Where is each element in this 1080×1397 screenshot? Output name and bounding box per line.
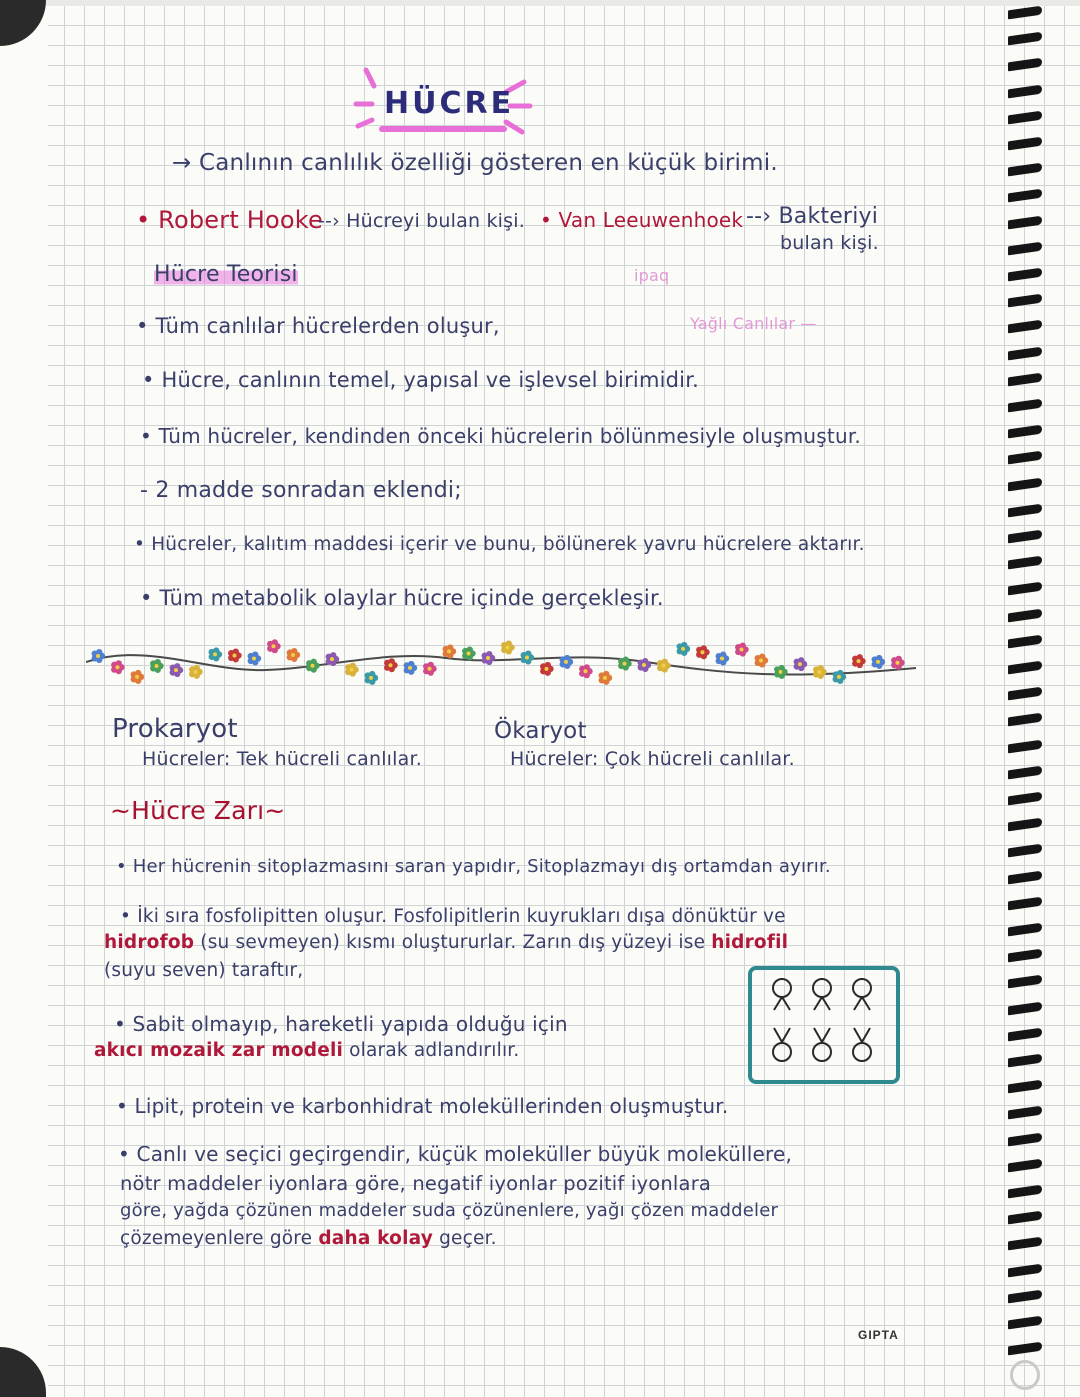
flower-doodle: [774, 665, 788, 679]
spiral-hole: [1008, 661, 1042, 675]
flower-doodle: [852, 654, 866, 668]
flower-doodle: [131, 670, 145, 684]
spiral-binding: [1008, 8, 1042, 1378]
spiral-hole: [1008, 346, 1042, 360]
spiral-hole: [1008, 844, 1042, 858]
flower-doodle: [872, 655, 886, 669]
flower-doodle: [189, 665, 203, 679]
zar-item-3-line1: • Sabit olmayıp, hareketli yapıda olduğu için: [114, 1012, 568, 1036]
spiral-hole: [1008, 1263, 1042, 1277]
spiral-hole: [1008, 110, 1042, 124]
spiral-hole: [1008, 1289, 1042, 1303]
spiral-hole: [1008, 713, 1042, 727]
faint-note-1: ipaq: [634, 266, 670, 285]
faint-note-2: Yağlı Canlılar —: [690, 314, 817, 333]
flower-doodle: [638, 658, 652, 672]
spiral-hole: [1008, 530, 1042, 544]
spiral-hole: [1008, 84, 1042, 98]
hooke-name: • Robert Hooke: [136, 206, 323, 234]
spiral-hole: [1008, 163, 1042, 177]
hydrophobic-explanation: (su sevmeyen) kısmı oluştururlar. Zarın dış yüzeyi ise: [194, 932, 712, 953]
spiral-hole: [1008, 372, 1042, 386]
flower-doodle: [365, 671, 379, 685]
okaryot-title: Ökaryot: [494, 718, 587, 744]
top-edge: [0, 0, 1080, 6]
flower-doodle: [657, 659, 671, 673]
spiral-hole: [1008, 582, 1042, 596]
spiral-hole: [1008, 1080, 1042, 1094]
spiral-hole: [1008, 818, 1042, 832]
zar-item-5-line2: nötr maddeler iyonlara göre, negatif iyonlar pozitif iyonlara: [120, 1172, 712, 1195]
flower-doodle: [891, 656, 905, 670]
easier-term: daha kolay: [318, 1228, 434, 1249]
spiral-hole: [1008, 1054, 1042, 1068]
spiral-hole: [1008, 425, 1042, 439]
flower-doodle: [423, 662, 437, 676]
spiral-hole: [1008, 294, 1042, 308]
flower-doodle: [111, 660, 125, 674]
prokaryot-title: Prokaryot: [112, 714, 238, 744]
spiral-hole: [1008, 241, 1042, 255]
cell-definition: → Canlının canlılık özelliği gösteren en küçük birimi.: [172, 150, 778, 176]
spiral-hole: [1008, 608, 1042, 622]
flower-doodle: [345, 663, 359, 677]
spiral-hole: [1008, 1106, 1042, 1120]
flower-doodle: [579, 664, 593, 678]
flower-doodle: [404, 661, 418, 675]
phospholipid-figure: [773, 979, 791, 1061]
spiral-hole: [1008, 1237, 1042, 1251]
spiral-hole: [1008, 1027, 1042, 1041]
theory-item: • Tüm hücreler, kendinden önceki hücrelerin bölünmesiyle oluşmuştur.: [140, 424, 861, 448]
flower-doodle: [267, 639, 281, 653]
flower-doodle: [540, 662, 554, 676]
flower-doodle: [228, 648, 242, 662]
flower-doodle: [326, 652, 340, 666]
flower-doodle: [209, 647, 223, 661]
spiral-hole: [1008, 58, 1042, 72]
phospholipid-figure: [813, 979, 831, 1061]
spiral-hole: [1008, 1342, 1042, 1356]
spiral-hole: [1008, 765, 1042, 779]
flower-doodle: [501, 640, 515, 654]
flower-doodle: [384, 658, 398, 672]
page-title: HÜCRE: [384, 86, 515, 121]
phospholipid-drawing-box: [748, 966, 900, 1084]
zar-item-1: • Her hücrenin sitoplazmasını saran yapıdır, Sitoplazmayı dış ortamdan ayırır.: [116, 856, 831, 877]
flower-doodle: [482, 651, 496, 665]
hooke-text: --› Hücreyi bulan kişi.: [318, 210, 525, 232]
flower-doodle: [735, 643, 749, 657]
spiral-hole: [1008, 399, 1042, 413]
spiral-hole: [1008, 189, 1042, 203]
flower-doodle: [521, 650, 535, 664]
zar-item-5-line4-end: geçer.: [433, 1228, 497, 1249]
flower-doodle: [306, 659, 320, 673]
spiral-hole: [1008, 975, 1042, 989]
spiral-hole: [1008, 556, 1042, 570]
zar-item-4: • Lipit, protein ve karbonhidrat moleküllerinden oluşmuştur.: [116, 1094, 729, 1118]
flower-garland-divider: [86, 632, 916, 702]
spiral-hole: [1008, 215, 1042, 229]
theory-heading: Hücre Teorisi: [154, 262, 298, 287]
spiral-hole: [1008, 1185, 1042, 1199]
theory-item: • Hücre, canlının temel, yapısal ve işlevsel birimidir.: [142, 368, 699, 392]
flower-doodle: [813, 665, 827, 679]
phospholipid-figure: [853, 979, 871, 1061]
zar-item-5-line1: • Canlı ve seçici geçirgendir, küçük moleküller büyük moleküllere,: [118, 1142, 793, 1166]
flower-doodle: [696, 645, 710, 659]
zar-item-5-line4-start: çözemeyenlere göre: [120, 1228, 319, 1249]
flower-doodle: [462, 646, 476, 660]
okaryot-desc: Hücreler: Çok hücreli canlılar.: [510, 748, 795, 770]
spiral-hole: [1008, 1001, 1042, 1015]
zar-item-2-line2: [104, 932, 788, 953]
title-sparkle-left: [330, 64, 380, 144]
spiral-hole: [1008, 634, 1042, 648]
spiral-hole: [1008, 739, 1042, 753]
flower-doodle: [443, 644, 457, 658]
spiral-hole: [1008, 32, 1042, 46]
flower-doodle: [92, 649, 106, 663]
spiral-hole: [1008, 268, 1042, 282]
flower-doodle: [170, 663, 184, 677]
spiral-hole: [1008, 1211, 1042, 1225]
flower-doodle: [618, 657, 632, 671]
title-underline: [378, 122, 508, 136]
prokaryot-desc: Hücreler: Tek hücreli canlılar.: [142, 748, 422, 770]
notebook-brand: GIPTA: [858, 1328, 899, 1342]
phospholipid-sketch: [752, 970, 896, 1080]
spiral-hole: [1008, 503, 1042, 517]
spiral-hole: [1008, 1158, 1042, 1172]
flower-doodle: [833, 670, 847, 684]
flower-doodle: [755, 654, 769, 668]
zar-item-2-line1: • İki sıra fosfolipitten oluşur. Fosfolipitlerin kuyrukları dışa dönüktür ve: [120, 906, 786, 927]
theory-item: • Tüm metabolik olaylar hücre içinde gerçekleşir.: [140, 586, 664, 610]
flower-doodle: [150, 659, 164, 673]
left-margin: [0, 0, 48, 1397]
flower-doodle: [794, 657, 808, 671]
theory-item: • Hücreler, kalıtım maddesi içerir ve bunu, bölünerek yavru hücrelere aktarır.: [134, 534, 865, 555]
leeuwenhoek-name: • Van Leeuwenhoek: [540, 208, 744, 232]
spiral-hole: [1008, 896, 1042, 910]
flower-doodle: [677, 642, 691, 656]
zar-heading: ~Hücre Zarı~: [110, 796, 286, 825]
theory-item: - 2 madde sonradan eklendi;: [140, 478, 462, 503]
spiral-hole: [1008, 870, 1042, 884]
zar-item-3-line2: [94, 1040, 519, 1061]
spiral-hole: [1008, 792, 1042, 806]
spiral-hole: [1008, 320, 1042, 334]
spiral-hole: [1008, 137, 1042, 151]
flower-doodle: [599, 671, 613, 685]
zar-item-2-line3: (suyu seven) taraftır,: [104, 960, 304, 981]
flower-doodle: [287, 648, 301, 662]
zar-item-5-line3: göre, yağda çözünen maddeler suda çözünenlere, yağı çözen maddeler: [120, 1200, 779, 1221]
spiral-hole: [1008, 477, 1042, 491]
fluid-mosaic-term: akıcı mozaik zar modeli: [94, 1040, 344, 1061]
spiral-ring: [1010, 1360, 1040, 1390]
zar-item-5-line4: [120, 1228, 497, 1249]
theory-item: • Tüm canlılar hücrelerden oluşur,: [136, 314, 500, 338]
flower-doodle: [716, 652, 730, 666]
spiral-hole: [1008, 1132, 1042, 1146]
flower-doodle: [248, 651, 262, 665]
hydrophobic-term: hidrofob: [104, 932, 195, 953]
leeuwenhoek-text: --› Bakteriyi: [746, 204, 879, 229]
hydrophilic-term: hidrofil: [711, 932, 789, 953]
leeuwenhoek-text-2: bulan kişi.: [780, 232, 879, 254]
spiral-hole: [1008, 6, 1042, 20]
spiral-hole: [1008, 949, 1042, 963]
spiral-hole: [1008, 451, 1042, 465]
spiral-hole: [1008, 923, 1042, 937]
spiral-hole: [1008, 687, 1042, 701]
fluid-mosaic-suffix: olarak adlandırılır.: [343, 1040, 520, 1061]
spiral-hole: [1008, 1316, 1042, 1330]
